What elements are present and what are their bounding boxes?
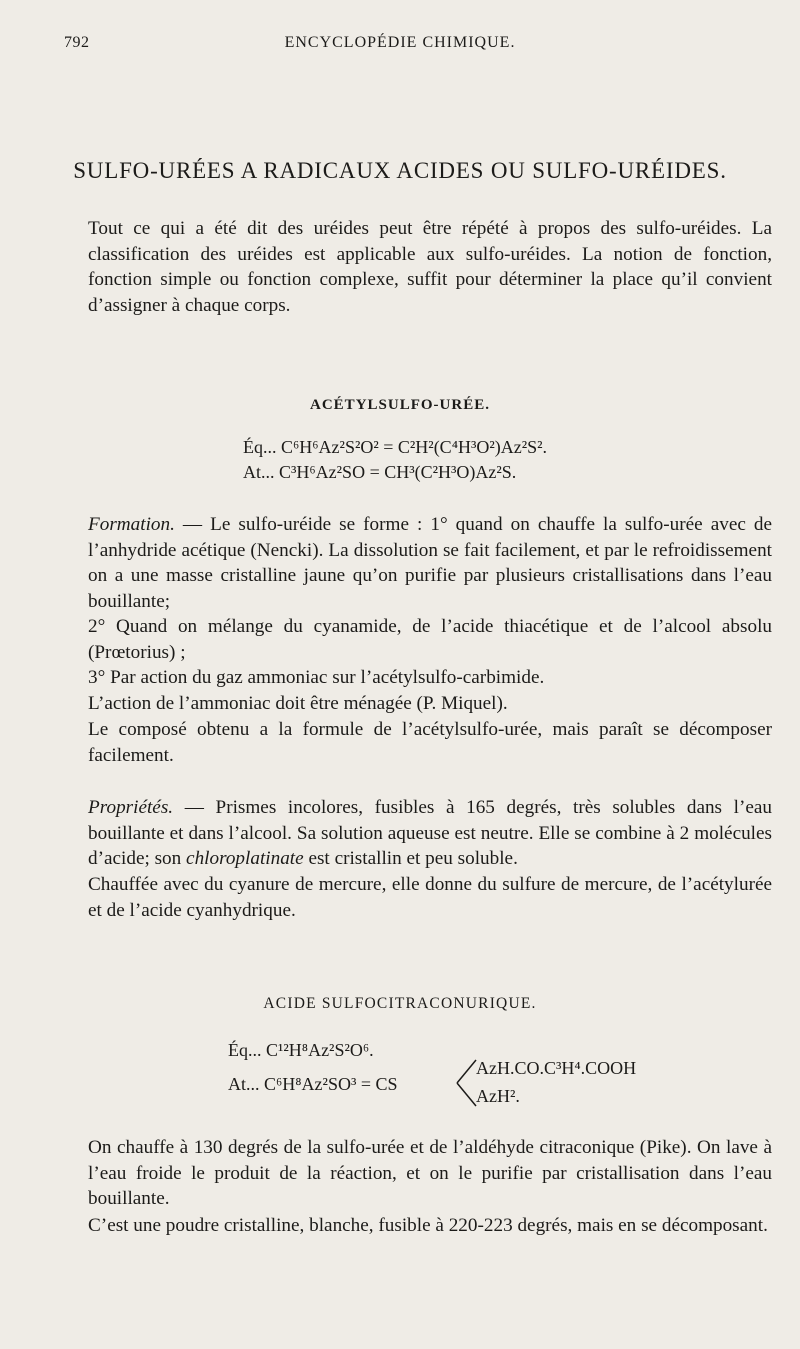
citraconic-eq-formula (228, 1037, 374, 1063)
note-2-text: Le composé obtenu a la formule de l’acétylsulfo-urée, mais paraît se décomposer facilement. (88, 719, 772, 766)
intro-paragraph (88, 216, 772, 318)
formation-text: — Le sulfo-uréide se forme : 1° quand on chauffe la sulfo-urée avec de l’anhydride acétique (Nencki). La dissolution se fait facilement, et par le refroidissement on a une masse cristalline jaune qu’on purifie par plusieurs cristallisations dans l’eau bouillante; (88, 514, 772, 612)
citraconic-text-2-paragraph (88, 1213, 772, 1239)
note-2-paragraph (88, 717, 772, 768)
at-formula-left: C⁶H⁸Az²SO³ = CS (264, 1074, 398, 1094)
eq-prefix: Éq... (228, 1040, 262, 1060)
sulfocitraconuric-heading: ACIDE SULFOCITRACONURIQUE. (263, 995, 537, 1012)
intro-text: Tout ce qui a été dit des uréides peut être répété à propos des sulfo-uréides. La classification des uréides est applicable aux sulfo-uréides. La notion de fonction, fonction simple ou fonction complexe, suffit pour déterminer la place qu’il convient d’assigner à chaque corps. (88, 218, 772, 316)
section-title: SULFO-URÉES A RADICAUX ACIDES OU SULFO-URÉIDES. (73, 158, 727, 183)
properties-2-text: Chauffée avec du cyanure de mercure, elle donne du sulfure de mercure, de l’acétylurée et de l’acide cyanhydrique. (88, 874, 772, 921)
citraconic-text-2: C’est une poudre cristalline, blanche, fusible à 220-223 degrés, mais en se décomposant. (88, 1215, 768, 1236)
point-3-text: 3° Par action du gaz ammoniac sur l’acétylsulfo-carbimide. (88, 667, 545, 688)
properties-paragraph (88, 795, 772, 872)
note-1-text: L’action de l’ammoniac doit être ménagée (P. Miquel). (88, 693, 508, 714)
citraconic-at-formula (228, 1071, 398, 1097)
citraconic-text-1: On chauffe à 130 degrés de la sulfo-urée et de l’aldéhyde citraconique (Pike). On lave à l’eau froide le produit de la réaction, et on le purifie par cristallisation dans l’eau bouillante. (88, 1137, 772, 1210)
properties-text-b: est cristallin et peu soluble. (303, 848, 518, 870)
formation-paragraph (88, 512, 772, 614)
running-header (64, 34, 736, 58)
at-prefix: At... (243, 462, 275, 482)
properties-label: Propriétés. (88, 797, 174, 818)
page-number: 792 (64, 34, 90, 51)
at-formula: C³H⁶Az²SO = CH³(C²H³O)Az²S. (279, 462, 517, 482)
properties-text-a: — Prismes incolores, fusibles à 165 degrés, très solubles dans l’eau bouillante et dans l’alcool. Sa solution aqueuse est neutre. Elle se combine à 2 molécules d’acide; son (88, 797, 772, 870)
formation-label: Formation. (88, 514, 175, 535)
eq-prefix: Éq... (243, 437, 277, 457)
acetyl-at-formula (243, 459, 516, 485)
point-3-paragraph (88, 665, 772, 691)
eq-formula: C¹²H⁸Az²S²O⁶. (266, 1040, 374, 1060)
at-prefix: At... (228, 1074, 260, 1094)
point-2-paragraph (88, 614, 772, 665)
eq-formula: C⁶H⁶Az²S²O² = C²H²(C⁴H³O²)Az²S². (281, 437, 548, 457)
branch-upper: AzH.CO.C³H⁴.COOH (476, 1058, 637, 1078)
point-2-text: 2° Quand on mélange du cyanamide, de l’acide thiacétique et de l’alcool absolu (Prœtorius) ; (88, 616, 772, 663)
chloroplatinate-term: chloroplatinate (186, 848, 304, 870)
acetylsulfo-heading: ACÉTYLSULFO-URÉE. (310, 397, 490, 413)
properties-2-paragraph (88, 872, 772, 923)
note-1-paragraph (88, 691, 772, 717)
branch-lower: AzH². (476, 1086, 520, 1106)
running-title: ENCYCLOPÉDIE CHIMIQUE. (284, 34, 516, 51)
acetyl-eq-formula (243, 434, 547, 460)
citraconic-text-1-paragraph (88, 1135, 772, 1212)
